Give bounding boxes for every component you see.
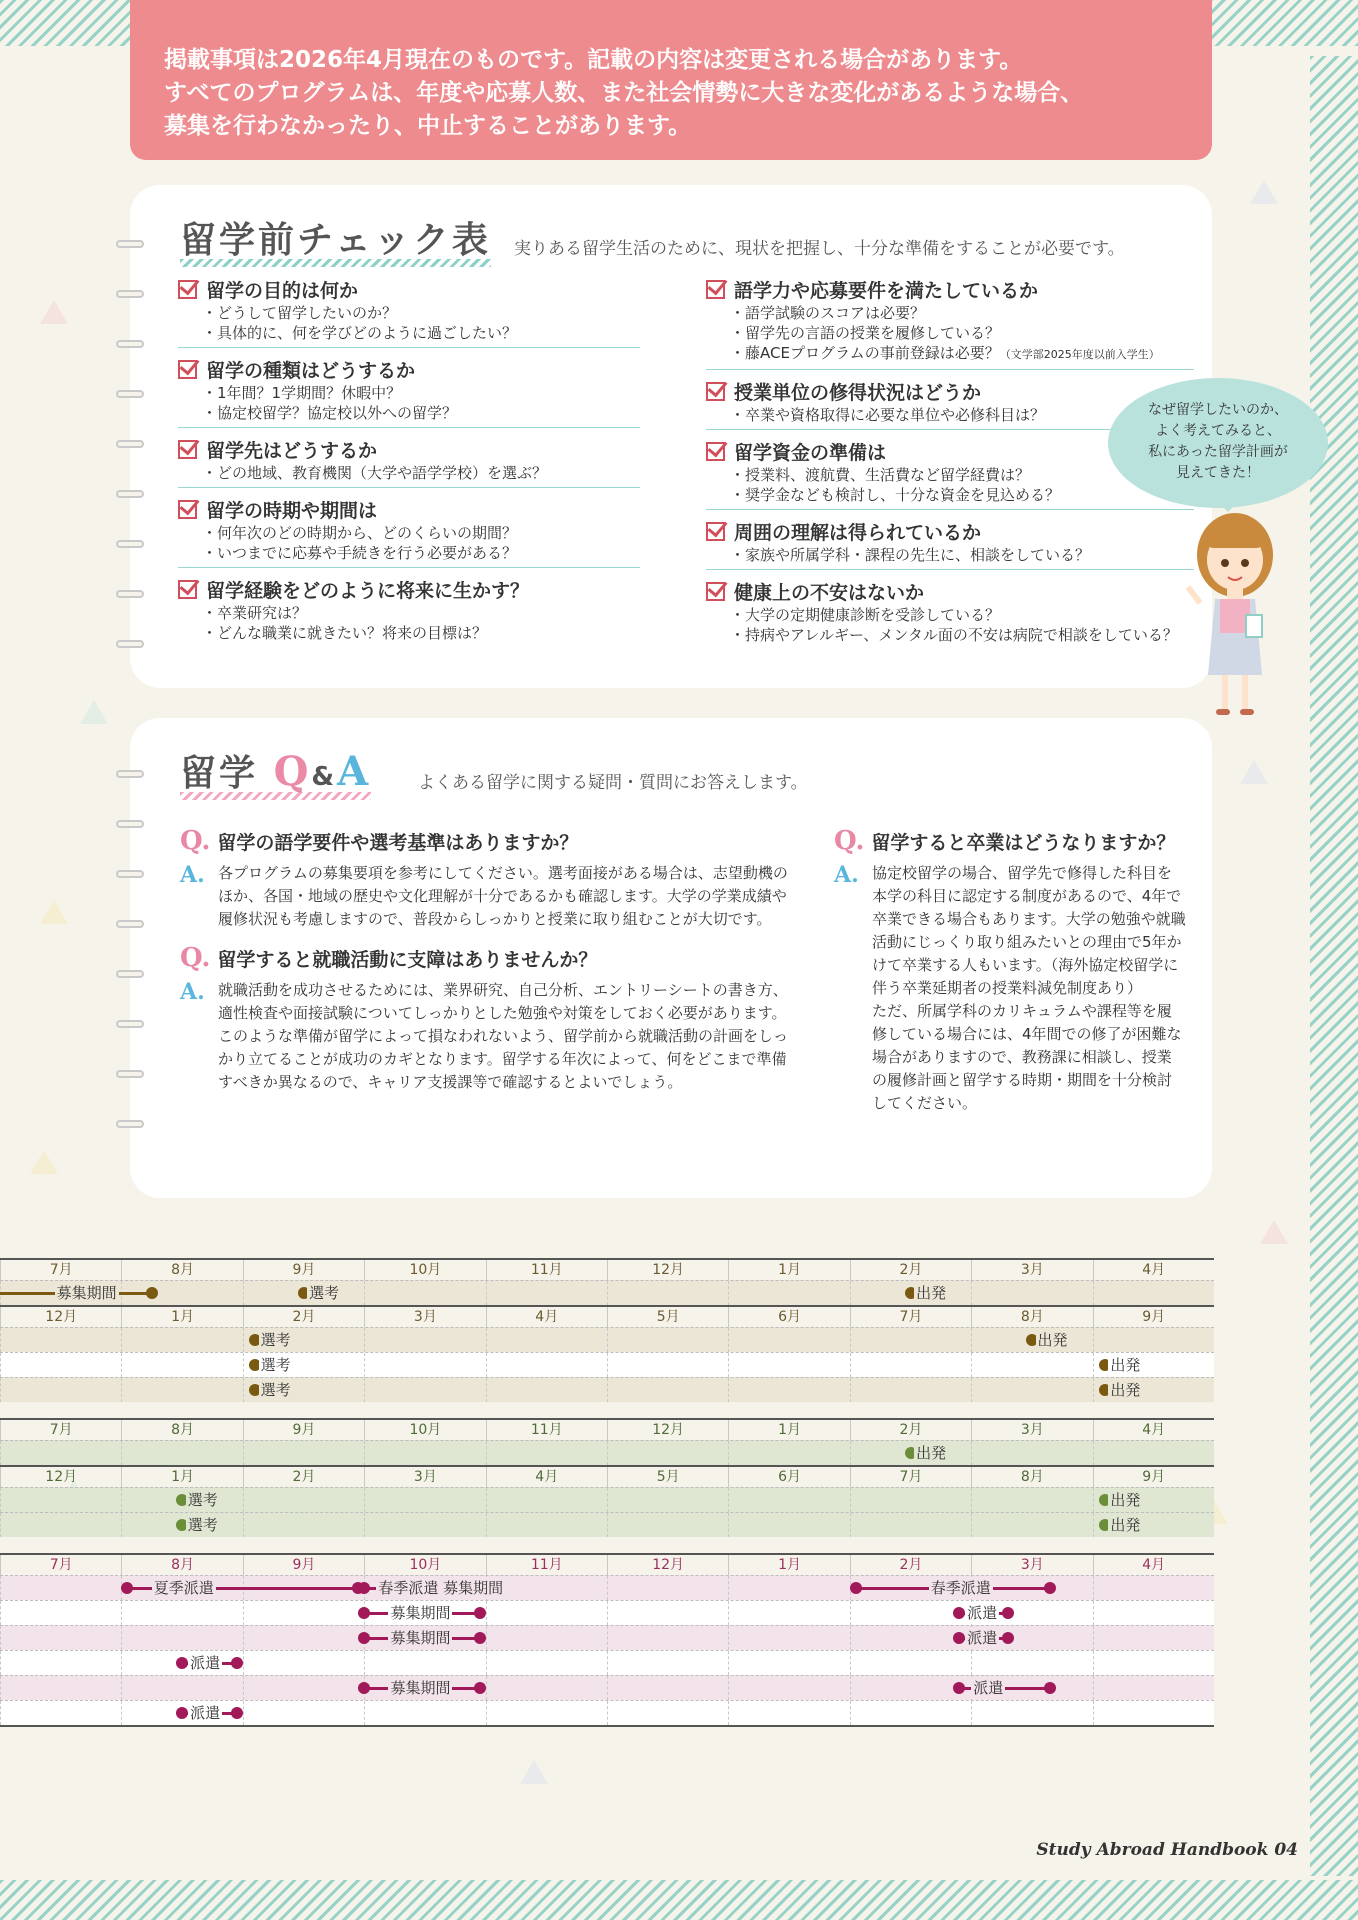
month-label: 6月 <box>728 1467 849 1487</box>
month-label: 8月 <box>971 1467 1092 1487</box>
schedule-row <box>0 1600 1214 1625</box>
answer <box>180 862 796 931</box>
ring-binding <box>116 970 144 978</box>
schedule-row <box>0 1675 1214 1700</box>
month-label: 7月 <box>850 1467 971 1487</box>
schedule-bottom-rule <box>0 1725 1214 1727</box>
month-label: 8月 <box>971 1307 1092 1327</box>
milestone-dot <box>1002 1607 1014 1619</box>
checklist-subitem-text: ・持病やアレルギー、メンタル面の不安は病院で相談をしている？ <box>730 626 1178 644</box>
checklist-subitem-text: ・語学試験のスコアは必要？ <box>730 304 926 322</box>
q-mark: Q. <box>834 826 865 856</box>
schedule-label: 派遣 <box>967 1604 998 1622</box>
schedule-label: 春季派遣 <box>930 1579 991 1597</box>
question-text: 留学の語学要件や選考基準はありますか？ <box>217 831 579 854</box>
month-label: 11月 <box>486 1420 607 1440</box>
month-label: 8月 <box>121 1555 242 1575</box>
ring-binding <box>116 590 144 598</box>
month-label: 7月 <box>850 1307 971 1327</box>
checklist-item <box>178 276 640 348</box>
answer <box>834 862 1186 1115</box>
checkbox-icon <box>706 582 725 601</box>
qa-title-text: 留学 <box>180 753 259 794</box>
schedule-label: 派遣 <box>973 1679 1004 1697</box>
month-label: 4月 <box>486 1307 607 1327</box>
ring-binding <box>116 290 144 298</box>
checklist-item <box>178 356 640 428</box>
schedule-label: 募集期間 <box>390 1629 451 1647</box>
month-label: 7月 <box>0 1260 121 1280</box>
schedule-label: 選考 <box>187 1491 218 1509</box>
schedule-row <box>0 1625 1214 1650</box>
month-label: 3月 <box>971 1420 1092 1440</box>
answer-text-block <box>872 862 1186 1115</box>
checklist-subitem-text: ・留学先の言語の授業を履修している？ <box>730 324 1001 342</box>
notice-line: 募集を行わなかったり、中止することがあります。 <box>164 113 692 139</box>
checklist-subitem-text: ・何年次のどの時期から、どのくらいの期間？ <box>202 524 518 542</box>
schedule-label: 出発 <box>916 1284 947 1302</box>
bottom-stripe-decoration <box>0 1880 1358 1920</box>
schedule-label: 派遣 <box>967 1629 998 1647</box>
question-text: 留学すると卒業はどうなりますか？ <box>871 831 1176 854</box>
month-header-row <box>0 1258 1214 1280</box>
answer <box>180 979 796 1094</box>
checklist-item-title: 留学先はどうするか <box>206 440 378 462</box>
checkbox-icon <box>178 500 197 519</box>
divider <box>178 567 640 568</box>
milestone-dot <box>231 1707 243 1719</box>
checklist-item-title: 健康上の不安はないか <box>734 582 925 604</box>
checklist-subitem-text: ・家族や所属学科・課程の先生に、相談をしている？ <box>730 546 1091 564</box>
ring-binding <box>116 640 144 648</box>
checklist-subitem-text: ・授業料、渡航費、生活費など留学経費は？ <box>730 466 1031 484</box>
milestone-dot <box>1044 1682 1056 1694</box>
month-label: 5月 <box>607 1467 728 1487</box>
question <box>180 943 796 973</box>
month-label: 12月 <box>607 1420 728 1440</box>
milestone-dot <box>474 1632 486 1644</box>
month-label: 12月 <box>0 1307 121 1327</box>
month-label: 10月 <box>364 1555 485 1575</box>
bubble-line: 私にあった留学計画が <box>1148 444 1288 460</box>
girl-illustration <box>1180 505 1290 725</box>
notice-line: すべてのプログラムは、年度や応募人数、また社会情勢に大きな変化があるような場合、 <box>164 80 1084 106</box>
checklist-subitem-text: ・どんな職業に就きたい？将来の目標は？ <box>202 624 488 642</box>
question <box>180 826 796 856</box>
ring-binding <box>116 240 144 248</box>
month-label: 9月 <box>1093 1307 1214 1327</box>
checklist-item-heading <box>178 276 640 303</box>
month-label: 3月 <box>971 1555 1092 1575</box>
checkbox-icon <box>706 522 725 541</box>
checklist-item-title: 留学の目的は何か <box>206 280 359 302</box>
checklist-item-title: 留学の時期や期間は <box>206 500 378 522</box>
schedule-label: 春季派遣 募集期間 <box>378 1579 504 1597</box>
checklist-item-heading <box>178 496 640 523</box>
background-triangle <box>1240 760 1268 784</box>
month-label: 1月 <box>728 1555 849 1575</box>
month-label: 10月 <box>364 1260 485 1280</box>
checklist-subitem-text: ・1年間？1学期間？休暇中？ <box>202 384 402 402</box>
checkbox-icon <box>706 382 725 401</box>
ring-binding <box>116 870 144 878</box>
month-label: 2月 <box>243 1467 364 1487</box>
checklist-item <box>178 496 640 568</box>
checklist-item <box>178 436 640 488</box>
checklist-subitem-text: ・どの地域、教育機関（大学や語学学校）を選ぶ？ <box>202 464 548 482</box>
month-label: 9月 <box>243 1420 364 1440</box>
checklist-subitem-text: ・藤ACEプログラムの事前登録は必要？ <box>730 344 1000 362</box>
checklist-subitem <box>706 323 1194 343</box>
checkbox-icon <box>178 440 197 459</box>
answer-text: 就職活動を成功させるためには、業界研究、自己分析、エントリーシートの書き方、適性検査や面接試験についてしっかりとした勉強や対策をしておく必要があります。 <box>218 981 788 1022</box>
ring-binding <box>116 820 144 828</box>
milestone-dot <box>474 1682 486 1694</box>
schedule-row <box>0 1700 1214 1725</box>
checklist-item-heading <box>706 518 1194 545</box>
schedule-row <box>0 1650 1214 1675</box>
checklist-item-heading <box>178 436 640 463</box>
checklist-item-heading <box>706 578 1194 605</box>
schedule-row <box>0 1512 1214 1537</box>
schedule-label: 募集期間 <box>390 1604 451 1622</box>
month-label: 11月 <box>486 1555 607 1575</box>
schedule-label: 出発 <box>916 1444 947 1462</box>
background-triangle <box>1250 180 1278 204</box>
answer-text-block <box>218 979 796 1094</box>
checklist-subitem-text: ・大学の定期健康診断を受診している？ <box>730 606 1001 624</box>
checklist-subitem-text: ・いつまでに応募や手続きを行う必要がある？ <box>202 544 518 562</box>
qa-title-q: Q <box>273 748 312 795</box>
month-label: 8月 <box>121 1420 242 1440</box>
schedule-label: 選考 <box>260 1331 291 1349</box>
checklist-subitem <box>178 403 640 423</box>
checkbox-icon <box>178 580 197 599</box>
milestone-dot <box>953 1682 965 1694</box>
q-mark: Q. <box>180 943 211 973</box>
schedule-row <box>0 1280 1214 1305</box>
qa-title <box>180 745 371 809</box>
divider <box>178 427 640 428</box>
month-label: 1月 <box>728 1260 849 1280</box>
checklist-subitem <box>706 625 1194 645</box>
q-mark: Q. <box>180 826 211 856</box>
schedule-label: 選考 <box>187 1516 218 1534</box>
divider <box>706 369 1194 370</box>
divider <box>706 569 1194 570</box>
schedule-row <box>0 1487 1214 1512</box>
checklist-subitem <box>178 603 640 623</box>
checklist-item <box>706 578 1194 645</box>
month-label: 7月 <box>0 1555 121 1575</box>
checkbox-icon <box>178 360 197 379</box>
checklist-item-title: 授業単位の修得状況はどうか <box>734 382 982 404</box>
schedule-label: 出発 <box>1110 1381 1141 1399</box>
month-label: 9月 <box>1093 1467 1214 1487</box>
checklist-subitem-text: ・奨学金なども検討し、十分な資金を見込める？ <box>730 486 1061 504</box>
month-label: 5月 <box>607 1307 728 1327</box>
checklist-item-heading <box>706 276 1194 303</box>
month-label: 1月 <box>728 1420 849 1440</box>
checklist-subitem <box>178 623 640 643</box>
question-text: 留学すると就職活動に支障はありませんか？ <box>217 948 598 971</box>
checkbox-icon <box>706 442 725 461</box>
a-mark: A. <box>180 862 205 888</box>
schedule-label: 選考 <box>260 1356 291 1374</box>
divider <box>178 487 640 488</box>
checklist-subitem <box>178 303 640 323</box>
milestone-dot <box>231 1657 243 1669</box>
checklist-subitem <box>706 303 1194 323</box>
schedule-row <box>0 1377 1214 1402</box>
background-triangle <box>80 700 108 724</box>
month-label: 11月 <box>486 1260 607 1280</box>
ring-binding <box>116 1020 144 1028</box>
checklist-subitem-text: ・協定校留学？協定校以外への留学？ <box>202 404 458 422</box>
checklist-subitem <box>178 523 640 543</box>
checkbox-icon <box>706 280 725 299</box>
checklist-subitem <box>178 323 640 343</box>
month-header-row <box>0 1418 1214 1440</box>
ring-binding <box>116 1070 144 1078</box>
month-label: 1月 <box>121 1467 242 1487</box>
checklist-title: 留学前チェック表 <box>180 212 491 276</box>
checklist-left-column <box>178 276 640 650</box>
schedule-table <box>0 1258 1214 1727</box>
checklist-item <box>706 518 1194 570</box>
qa-title-amp: & <box>311 762 338 792</box>
month-label: 2月 <box>850 1420 971 1440</box>
milestone-dot <box>1002 1632 1014 1644</box>
schedule-label: 出発 <box>1110 1356 1141 1374</box>
schedule-label: 出発 <box>1110 1491 1141 1509</box>
qa-subtitle: よくある留学に関する疑問・質問にお答えします。 <box>418 773 808 793</box>
ring-binding <box>116 490 144 498</box>
schedule-label: 選考 <box>260 1381 291 1399</box>
checklist-item <box>706 276 1194 370</box>
month-label: 12月 <box>0 1467 121 1487</box>
checklist-item-title: 留学経験をどのように将来に生かす？ <box>206 580 530 602</box>
month-label: 3月 <box>364 1467 485 1487</box>
checklist-item-heading <box>178 576 640 603</box>
background-triangle <box>30 1150 58 1174</box>
milestone-dot <box>176 1657 188 1669</box>
checkbox-icon <box>178 280 197 299</box>
month-label: 3月 <box>971 1260 1092 1280</box>
background-triangle <box>40 900 68 924</box>
divider <box>178 347 640 348</box>
ring-binding <box>116 1120 144 1128</box>
checklist-item-title: 留学資金の準備は <box>734 442 887 464</box>
month-header-row <box>0 1305 1214 1327</box>
question <box>834 826 1186 856</box>
checklist-note: （文学部2025年度以前入学生） <box>999 348 1160 361</box>
schedule-row <box>0 1575 1214 1600</box>
checklist-subitem-text: ・どうして留学したいのか？ <box>202 304 398 322</box>
month-label: 7月 <box>0 1420 121 1440</box>
checklist-subitem-text: ・卒業や資格取得に必要な単位や必修科目は？ <box>730 406 1046 424</box>
background-triangle <box>1260 1220 1288 1244</box>
qa-left-column <box>180 826 796 1094</box>
checklist-item-title: 周囲の理解は得られているか <box>734 522 982 544</box>
milestone-dot <box>146 1287 158 1299</box>
answer-text: ただ、所属学科のカリキュラムや課程等を履修している場合には、4年間での修了が困難な場合がありますので、教務課に相談し、授業の履修計画と留学する時期・期間を十分検討してください。 <box>872 1002 1182 1112</box>
a-mark: A. <box>834 862 859 888</box>
checklist-subitem-text: ・卒業研究は？ <box>202 604 308 622</box>
schedule-label: 派遣 <box>190 1654 221 1672</box>
month-label: 6月 <box>728 1307 849 1327</box>
month-label: 4月 <box>1093 1260 1214 1280</box>
month-label: 9月 <box>243 1260 364 1280</box>
footer-page-label: Study Abroad Handbook 04 <box>1036 1840 1298 1860</box>
bubble-line: よく考えてみると、 <box>1155 423 1281 439</box>
background-triangle <box>40 300 68 324</box>
checklist-item-title: 語学力や応募要件を満たしているか <box>734 280 1039 302</box>
notice-line: 掲載事項は2026年4月現在のものです。記載の内容は変更される場合があります。 <box>164 47 1023 73</box>
month-label: 10月 <box>364 1420 485 1440</box>
checklist-subitem <box>706 605 1194 625</box>
checklist-subitem <box>178 463 640 483</box>
milestone-dot <box>953 1632 965 1644</box>
ring-binding <box>116 440 144 448</box>
month-label: 12月 <box>607 1555 728 1575</box>
month-label: 2月 <box>850 1260 971 1280</box>
month-label: 2月 <box>850 1555 971 1575</box>
month-label: 8月 <box>121 1260 242 1280</box>
ring-binding <box>116 540 144 548</box>
schedule-label: 募集期間 <box>390 1679 451 1697</box>
answer-text: このような準備が留学によって損なわれないよう、留学前から就職活動の計画をしっかり立てることが成功のカギとなります。留学する年次によって、何をどこまで準備すべきか異なるので、キャリア支援課等で確認するとよいでしょう。 <box>218 1027 789 1091</box>
bubble-line: 見えてきた！ <box>1176 465 1260 481</box>
month-label: 3月 <box>364 1307 485 1327</box>
a-mark: A. <box>180 979 205 1005</box>
month-label: 9月 <box>243 1555 364 1575</box>
month-header-row <box>0 1465 1214 1487</box>
month-label: 12月 <box>607 1260 728 1280</box>
checklist-item-title: 留学の種類はどうするか <box>206 360 416 382</box>
month-label: 4月 <box>486 1467 607 1487</box>
background-triangle <box>520 1760 548 1784</box>
schedule-label: 募集期間 <box>56 1284 117 1302</box>
milestone-dot <box>953 1607 965 1619</box>
schedule-label: 出発 <box>1110 1516 1141 1534</box>
ring-binding <box>116 920 144 928</box>
divider <box>706 509 1194 510</box>
month-label: 1月 <box>121 1307 242 1327</box>
ring-binding <box>116 340 144 348</box>
bubble-line: なぜ留学したいのか、 <box>1148 402 1288 418</box>
checklist-subtitle: 実りある留学生活のために、現状を把握し、十分な準備をすることが必要です。 <box>514 239 1125 259</box>
schedule-label: 夏季派遣 <box>153 1579 214 1597</box>
month-label: 2月 <box>243 1307 364 1327</box>
qa-title-a: A <box>337 748 372 795</box>
schedule-row <box>0 1352 1214 1377</box>
schedule-label: 出発 <box>1037 1331 1068 1349</box>
answer-text: 協定校留学の場合、留学先で修得した科目を本学の科目に認定する制度があるので、4年で卒業できる場合もあります。大学の勉強や就職活動にじっくり取り組みたいとの理由で5年かけて卒業する人もいます。（海外協定校留学に伴う卒業延期者の授業料減免制度あり） <box>872 864 1186 997</box>
schedule-label: 選考 <box>309 1284 340 1302</box>
checklist-subitem-text: ・具体的に、何を学びどのように過ごしたい？ <box>202 324 518 342</box>
right-stripe-decoration <box>1310 56 1358 1876</box>
checklist-item <box>178 576 640 643</box>
ring-binding <box>116 390 144 398</box>
checklist-subitem <box>706 485 1194 505</box>
milestone-dot <box>1044 1582 1056 1594</box>
checklist-subitem <box>706 545 1194 565</box>
checklist-subitem <box>178 383 640 403</box>
qa-right-column <box>834 826 1186 1115</box>
milestone-dot <box>850 1582 862 1594</box>
speech-bubble <box>1108 378 1328 508</box>
ring-binding <box>116 770 144 778</box>
checklist-subitem <box>706 343 1194 365</box>
month-label: 4月 <box>1093 1555 1214 1575</box>
notice-banner <box>130 0 1212 160</box>
schedule-label: 派遣 <box>190 1704 221 1722</box>
checklist-item-heading <box>178 356 640 383</box>
checklist-subitem <box>178 543 640 563</box>
milestone-dot <box>176 1707 188 1719</box>
answer-text: 各プログラムの募集要項を参考にしてください。選考面接がある場合は、志望動機のほか、各国・地域の歴史や文化理解が十分であるかも確認します。大学の学業成績や履修状況も考慮しますので、普段からしっかりと授業に取り組むことが大切です。 <box>218 864 788 928</box>
milestone-dot <box>474 1607 486 1619</box>
month-label: 4月 <box>1093 1420 1214 1440</box>
month-header-row <box>0 1553 1214 1575</box>
schedule-row <box>0 1440 1214 1465</box>
schedule-row <box>0 1327 1214 1352</box>
